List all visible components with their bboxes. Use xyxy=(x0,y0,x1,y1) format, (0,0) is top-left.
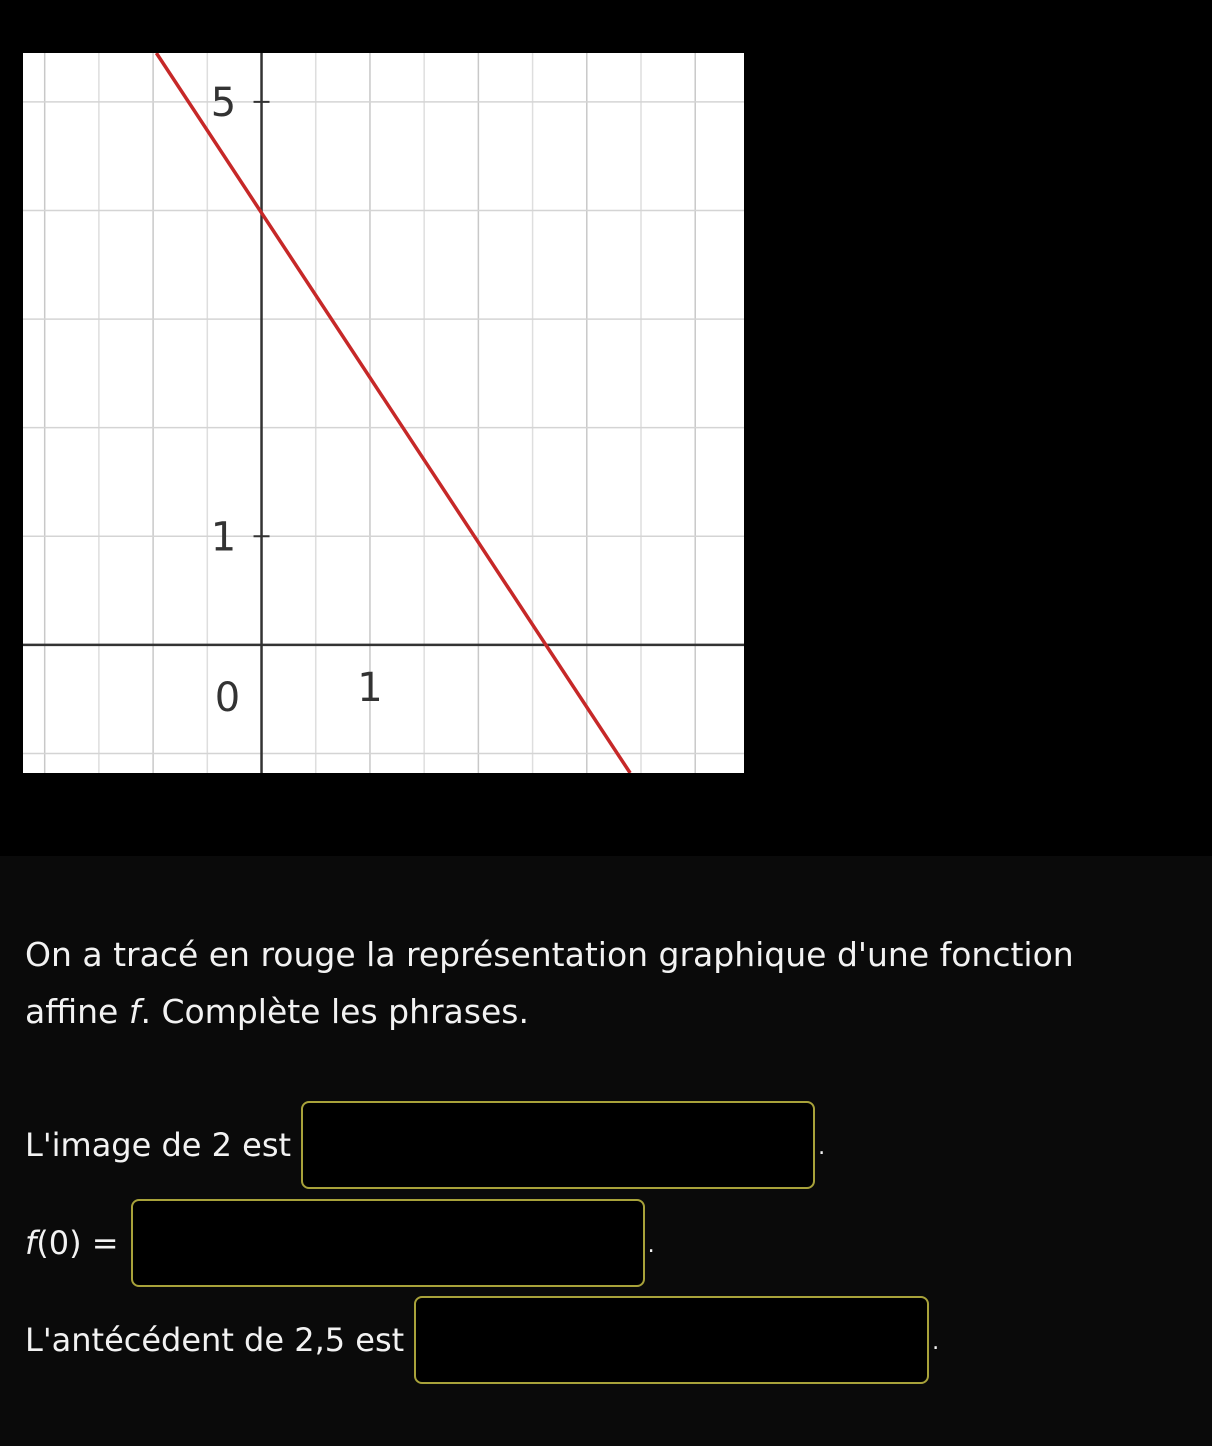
question-row-antecedent-of-2-5 xyxy=(25,1296,939,1384)
question-label: (0) = xyxy=(36,1224,119,1262)
instructions-function-name: f xyxy=(128,992,141,1031)
answer-input-f-of-0[interactable] xyxy=(131,1199,645,1287)
instructions-text xyxy=(25,926,1185,1040)
series xyxy=(156,53,630,773)
function-line xyxy=(156,53,630,773)
instructions-line2-suffix: . Complète les phrases. xyxy=(140,992,529,1031)
question-label: L'image de 2 est xyxy=(25,1126,292,1164)
instructions-line1: On a tracé en rouge la représentation graphique d'une fonction xyxy=(25,935,1074,974)
origin-label: 0 xyxy=(214,674,241,721)
y-tick-label: 5 xyxy=(210,79,237,126)
question-period: . xyxy=(647,1232,655,1258)
question-row-image-of-2 xyxy=(25,1101,825,1189)
affine-function-graph xyxy=(23,53,744,773)
question-row-f-of-0 xyxy=(25,1199,655,1287)
graph-canvas xyxy=(23,53,744,773)
axes xyxy=(23,53,744,773)
grid xyxy=(23,53,744,773)
question-function-name: f xyxy=(25,1224,37,1262)
question-period: . xyxy=(818,1134,826,1160)
answer-input-antecedent-of-2-5[interactable] xyxy=(414,1296,929,1384)
instructions-line2-prefix: affine xyxy=(25,992,129,1031)
question-period: . xyxy=(932,1329,940,1355)
x-tick-label: 1 xyxy=(357,664,383,711)
answer-input-image-of-2[interactable] xyxy=(301,1101,815,1189)
question-label: L'antécédent de 2,5 est xyxy=(25,1321,405,1359)
y-tick-label: 1 xyxy=(210,514,237,561)
